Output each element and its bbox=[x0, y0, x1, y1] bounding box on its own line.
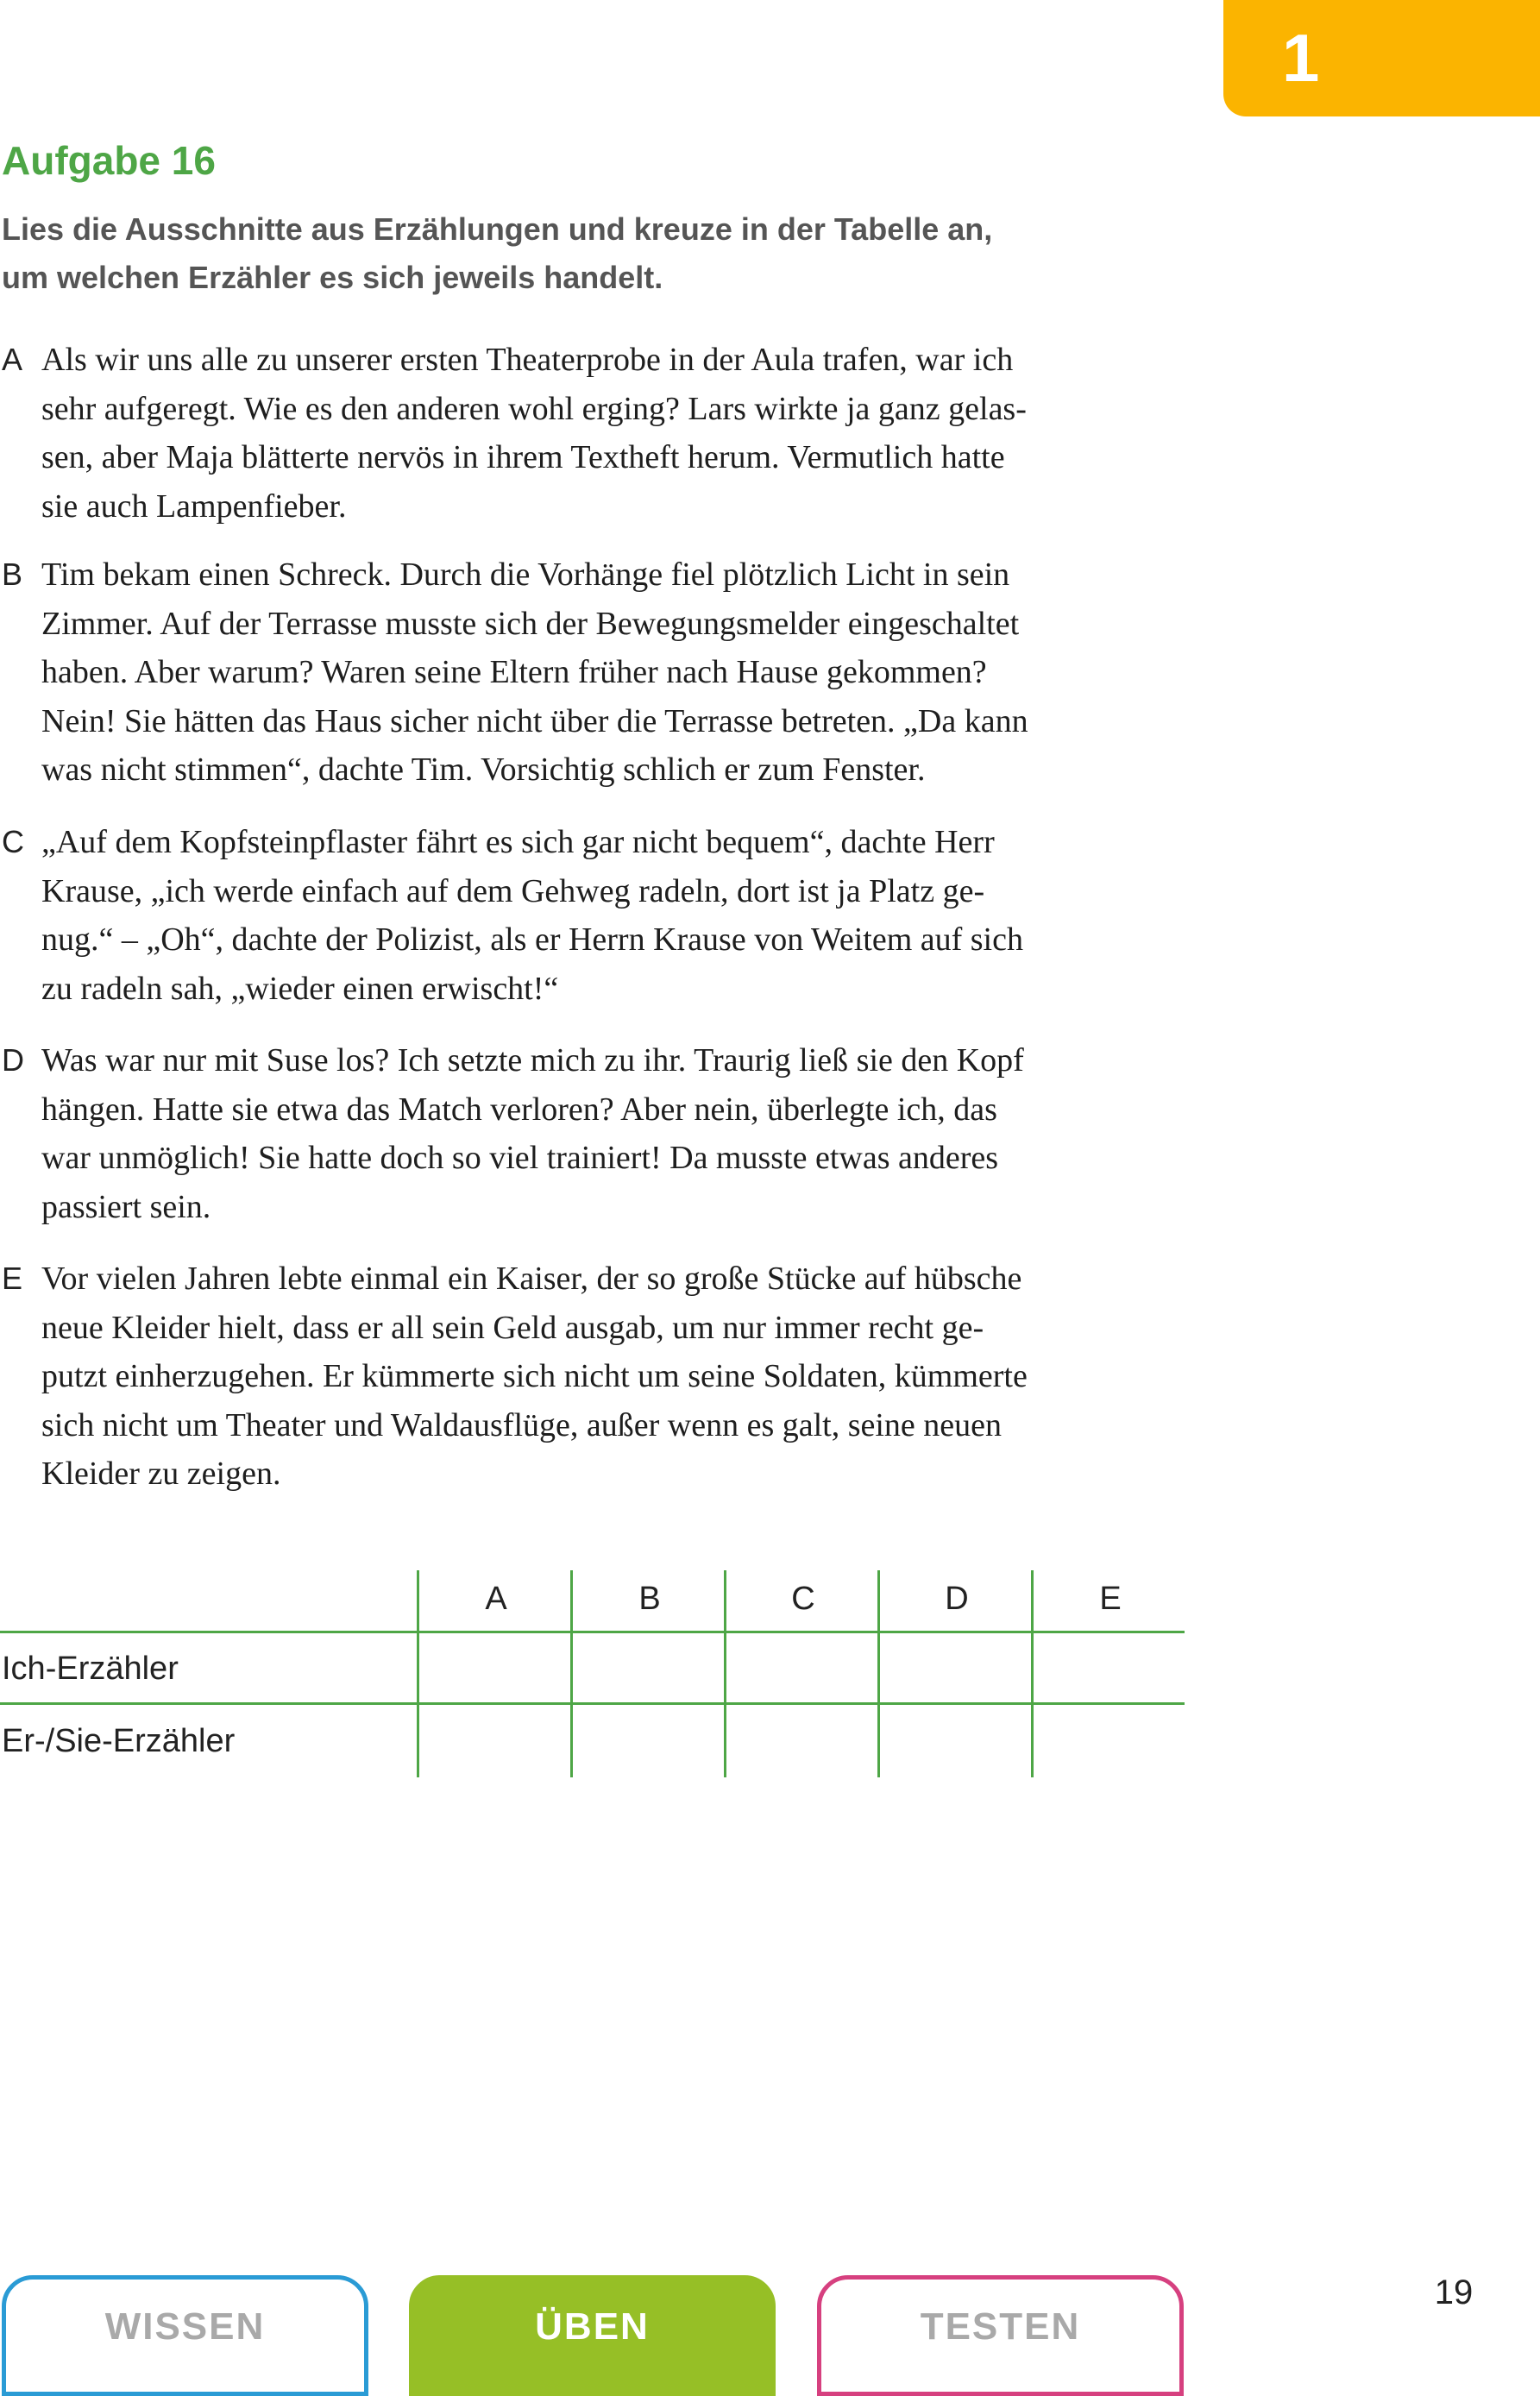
answer-cell-ich-b[interactable] bbox=[574, 1633, 724, 1702]
chapter-tab bbox=[1223, 0, 1540, 116]
column-header-a: A bbox=[485, 1581, 507, 1617]
tab-wissen[interactable]: WISSEN bbox=[2, 2275, 368, 2396]
excerpt-line: hängen. Hatte sie etwa das Match verloren? Aber nein, überlegte ich, das bbox=[41, 1091, 997, 1128]
excerpt-line: zu radeln sah, „wieder einen erwischt!“ bbox=[41, 970, 559, 1007]
excerpt-line: war unmöglich! Sie hatte doch so viel trainiert! Da musste etwas anderes bbox=[41, 1140, 999, 1176]
answer-table bbox=[0, 1570, 1185, 1777]
excerpt-line: Als wir uns alle zu unserer ersten Theaterprobe in der Aula trafen, war ich bbox=[41, 342, 1014, 378]
answer-cell-ich-d[interactable] bbox=[881, 1633, 1031, 1702]
excerpt-line: Vor vielen Jahren lebte einmal ein Kaiser, der so große Stücke auf hübsche bbox=[41, 1261, 1022, 1297]
column-header-d: D bbox=[945, 1581, 969, 1617]
excerpt-line: nug.“ – „Oh“, dachte der Polizist, als er Herrn Krause von Weitem auf sich bbox=[41, 921, 1023, 958]
excerpt-letter: E bbox=[2, 1261, 23, 1296]
excerpt-line: „Auf dem Kopfsteinpflaster fährt es sich gar nicht bequem“, dachte Herr bbox=[41, 824, 995, 860]
answer-cell-er-c[interactable] bbox=[727, 1706, 877, 1775]
instruction-line: Lies die Ausschnitte aus Erzählungen und kreuze in der Tabelle an, bbox=[2, 211, 993, 247]
column-header-c: C bbox=[791, 1581, 815, 1617]
excerpt-letter: C bbox=[2, 824, 24, 859]
excerpt-b bbox=[0, 550, 1191, 795]
column-header-e: E bbox=[1099, 1581, 1122, 1617]
excerpt-c bbox=[0, 818, 1191, 1013]
task-instruction bbox=[2, 205, 1080, 302]
excerpt-text bbox=[41, 550, 1191, 795]
excerpt-line: sich nicht um Theater und Waldausflüge, außer wenn es galt, seine neuen bbox=[41, 1406, 1003, 1443]
excerpt-line: sen, aber Maja blätterte nervös in ihrem Textheft herum. Vermutlich hatte bbox=[41, 439, 1005, 475]
excerpt-line: Was war nur mit Suse los? Ich setzte mich zu ihr. Traurig ließ sie den Kopf bbox=[41, 1042, 1024, 1079]
row-label-ich-erzaehler: Ich-Erzähler bbox=[2, 1651, 179, 1687]
answer-cell-er-e[interactable] bbox=[1034, 1706, 1185, 1775]
excerpt-e bbox=[0, 1255, 1191, 1499]
tab-ueben[interactable]: ÜBEN bbox=[409, 2275, 776, 2396]
excerpt-line: Kleider zu zeigen. bbox=[41, 1456, 281, 1492]
excerpt-a bbox=[0, 336, 1191, 531]
excerpt-line: sie auch Lampenfieber. bbox=[41, 487, 347, 525]
excerpt-letter: B bbox=[2, 557, 23, 592]
excerpt-letter: D bbox=[2, 1042, 24, 1078]
task-title: Aufgabe 16 bbox=[2, 138, 216, 183]
excerpt-line: sehr aufgeregt. Wie es den anderen wohl erging? Lars wirkte ja ganz gelas- bbox=[41, 390, 1027, 427]
answer-cell-ich-a[interactable] bbox=[420, 1633, 570, 1702]
answer-cell-er-d[interactable] bbox=[881, 1706, 1031, 1775]
column-header-b: B bbox=[638, 1581, 661, 1617]
instruction-line: um welchen Erzähler es sich jeweils handelt. bbox=[2, 260, 663, 295]
excerpt-line: haben. Aber warum? Waren seine Eltern früher nach Hause gekommen? bbox=[41, 654, 987, 690]
excerpt-letter: A bbox=[2, 342, 23, 377]
answer-cell-ich-c[interactable] bbox=[727, 1633, 877, 1702]
answer-cell-ich-e[interactable] bbox=[1034, 1633, 1185, 1702]
excerpt-line: Krause, „ich werde einfach auf dem Gehweg radeln, dort ist ja Platz ge- bbox=[41, 872, 985, 909]
page-number: 19 bbox=[1434, 2273, 1474, 2311]
answer-cell-er-b[interactable] bbox=[574, 1706, 724, 1775]
tab-testen[interactable]: TESTEN bbox=[817, 2275, 1184, 2396]
excerpt-line: Nein! Sie hätten das Haus sicher nicht über die Terrasse betreten. „Da kann bbox=[41, 702, 1028, 739]
excerpt-line: putzt einherzugehen. Er kümmerte sich nicht um seine Soldaten, kümmerte bbox=[41, 1358, 1028, 1394]
excerpt-text bbox=[41, 1255, 1191, 1499]
excerpt-line: neue Kleider hielt, dass er all sein Geld ausgab, um nur immer recht ge- bbox=[41, 1309, 984, 1346]
excerpt-line: Zimmer. Auf der Terrasse musste sich der Bewegungsmelder eingeschaltet bbox=[41, 605, 1020, 642]
answer-cell-er-a[interactable] bbox=[420, 1706, 570, 1775]
chapter-number: 1 bbox=[1282, 20, 1320, 96]
excerpt-line: Tim bekam einen Schreck. Durch die Vorhänge fiel plötzlich Licht in sein bbox=[41, 557, 1010, 593]
row-label-er-sie-erzaehler: Er-/Sie-Erzähler bbox=[2, 1723, 236, 1759]
excerpt-line: passiert sein. bbox=[41, 1188, 211, 1225]
excerpt-text bbox=[41, 818, 1191, 1013]
excerpt-d bbox=[0, 1036, 1191, 1231]
excerpt-line: was nicht stimmen“, dachte Tim. Vorsichtig schlich er zum Fenster. bbox=[41, 752, 926, 788]
excerpt-text bbox=[41, 336, 1191, 531]
excerpt-text bbox=[41, 1036, 1191, 1231]
